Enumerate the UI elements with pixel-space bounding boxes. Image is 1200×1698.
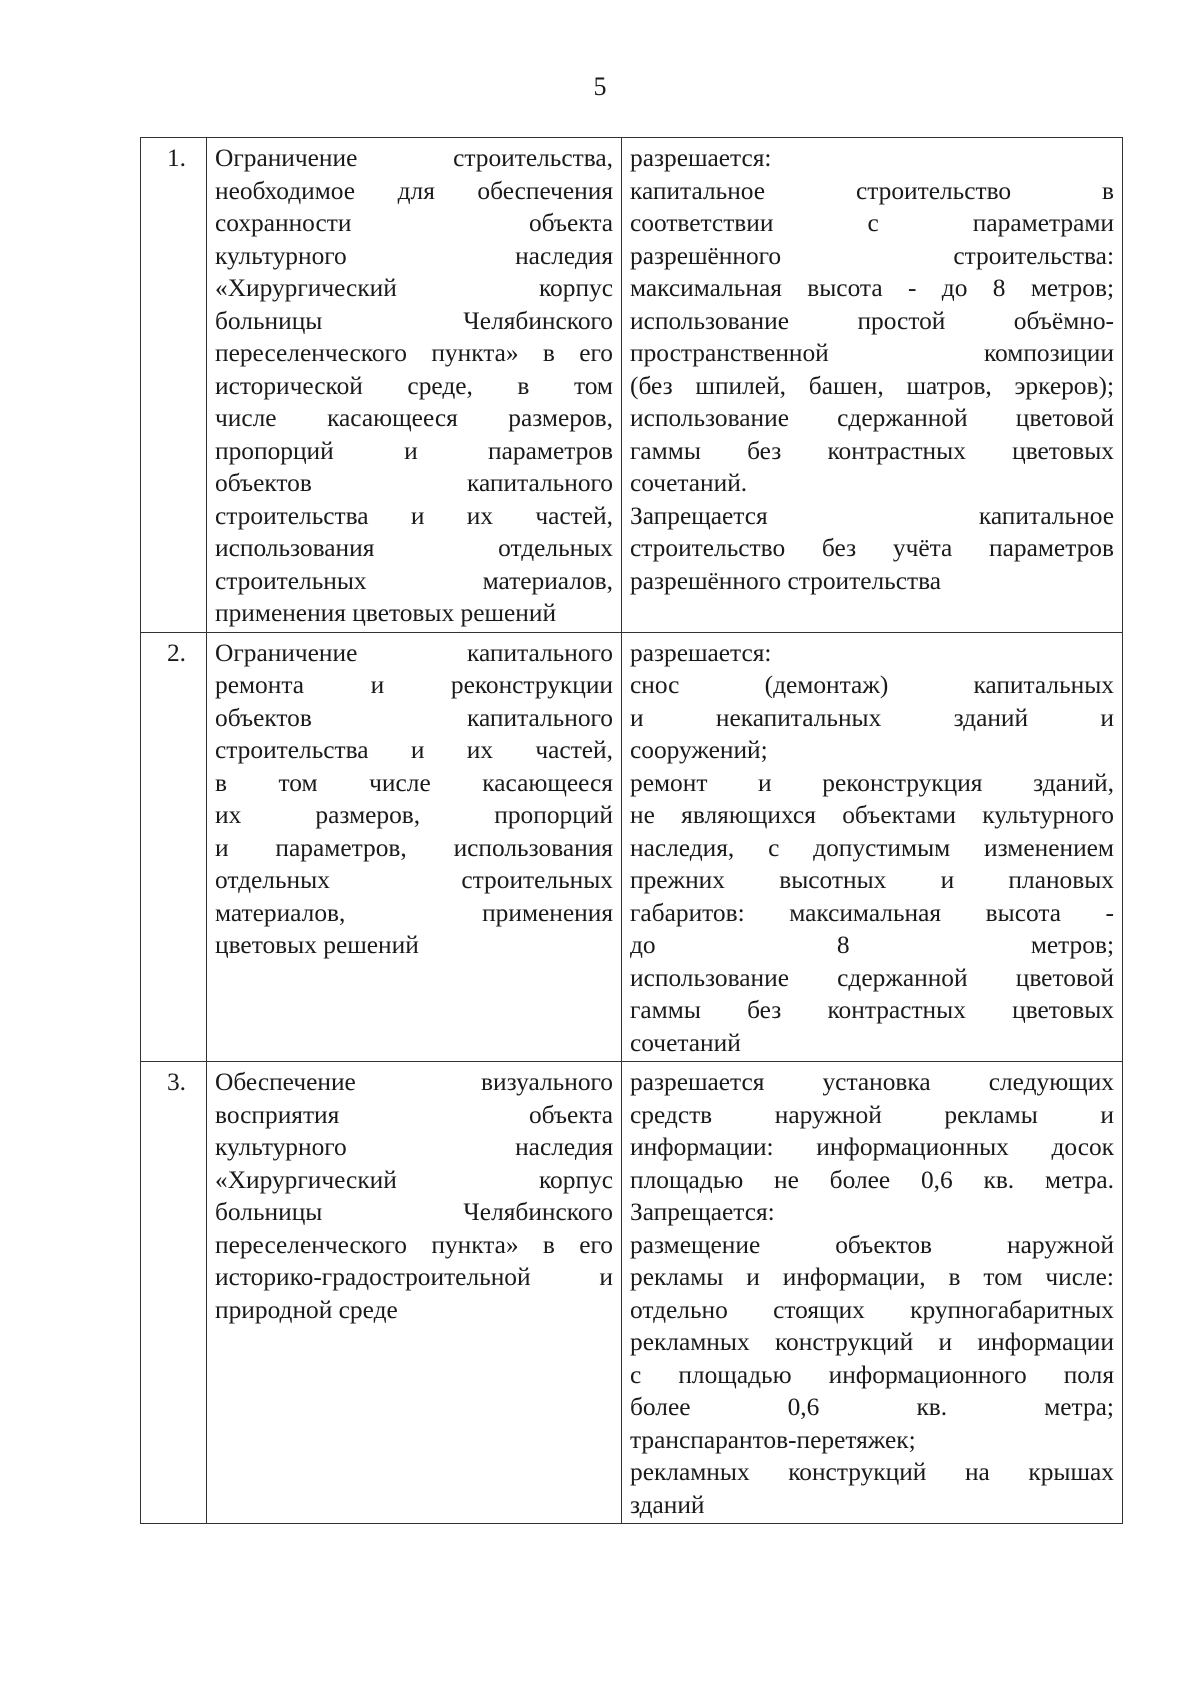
restriction-description: [207, 138, 622, 633]
text-line: необходимое для обеспечения: [215, 176, 613, 205]
text-line: цветовых решений: [215, 931, 419, 959]
text-line: ремонт и реконструкция зданий,: [630, 768, 1114, 797]
text-line: и параметров, использования: [215, 833, 613, 862]
page-number: 5: [593, 72, 607, 101]
text-line: объектов капитального: [215, 469, 613, 497]
restriction-rules: [622, 1062, 1123, 1524]
text-line: не являющихся объектами культурного: [630, 801, 1114, 829]
text-line: прежних высотных и плановых: [630, 866, 1114, 894]
restriction-rules: [622, 632, 1123, 1062]
text-line: капитальное строительство в: [630, 176, 1114, 205]
text-line: применения цветовых решений: [215, 599, 557, 627]
text-line: разрешается:: [630, 638, 772, 667]
table-row: [141, 632, 1123, 1062]
text-line: материалов, применения: [215, 898, 613, 927]
text-line: разрешённого строительства: [630, 566, 942, 595]
restrictions-table: [140, 137, 1123, 1524]
text-line: восприятия объекта: [215, 1100, 613, 1129]
text-line: гаммы без контрастных цветовых: [630, 436, 1114, 465]
text-line: разрешённого строительства:: [630, 241, 1114, 270]
text-line: гаммы без контрастных цветовых: [630, 996, 1114, 1024]
text-line: больницы Челябинского: [215, 306, 613, 335]
text-line: рекламных конструкций на крышах: [630, 1458, 1114, 1486]
text-line: пропорций и параметров: [215, 436, 613, 465]
text-line: Запрещается:: [630, 1198, 775, 1226]
text-line: в том числе касающееся: [215, 768, 613, 797]
text-line: Запрещается капитальное: [630, 501, 1114, 530]
row-number: 3.: [141, 1062, 207, 1524]
text-line: «Хирургический корпус: [215, 1165, 613, 1194]
text-line: ремонта и реконструкции: [215, 671, 613, 699]
text-line: (без шпилей, башен, шатров, эркеров);: [630, 371, 1114, 400]
text-line: отдельных строительных: [215, 866, 613, 894]
text-line: с площадью информационного поля: [630, 1360, 1114, 1389]
text-line: информации: информационных досок: [630, 1133, 1114, 1161]
text-line: сочетаний: [630, 1028, 741, 1057]
text-line: больницы Челябинского: [215, 1198, 613, 1226]
text-line: до 8 метров;: [630, 931, 1114, 959]
text-line: рекламных конструкций и информации: [630, 1328, 1114, 1356]
text-line: рекламы и информации, в том числе:: [630, 1263, 1114, 1291]
text-line: разрешается:: [630, 144, 772, 172]
text-line: переселенческого пункта» в его: [215, 339, 613, 367]
text-line: площадью не более 0,6 кв. метра.: [630, 1165, 1114, 1194]
row-number: 2.: [141, 632, 207, 1062]
text-line: сохранности объекта: [215, 209, 613, 237]
text-line: максимальная высота - до 8 метров;: [630, 274, 1114, 302]
text-line: переселенческого пункта» в его: [215, 1230, 613, 1259]
text-line: строительства и их частей,: [215, 736, 613, 764]
text-line: снос (демонтаж) капитальных: [630, 671, 1114, 699]
text-line: их размеров, пропорций: [215, 801, 613, 829]
text-line: строительство без учёта параметров: [630, 534, 1114, 562]
text-line: культурного наследия: [215, 1133, 613, 1161]
text-line: Ограничение строительства,: [215, 144, 613, 172]
text-line: строительных материалов,: [215, 566, 613, 595]
table-row: [141, 138, 1123, 633]
restriction-description: [207, 632, 622, 1062]
restriction-description: [207, 1062, 622, 1524]
text-line: габаритов: максимальная высота -: [630, 898, 1114, 927]
table-body: [141, 138, 1123, 1524]
text-line: использование сдержанной цветовой: [630, 963, 1114, 992]
text-line: культурного наследия: [215, 241, 613, 270]
text-line: размещение объектов наружной: [630, 1230, 1114, 1259]
text-line: наследия, с допустимым изменением: [630, 833, 1114, 862]
text-line: «Хирургический корпус: [215, 274, 613, 302]
text-line: средств наружной рекламы и: [630, 1100, 1114, 1129]
text-line: исторической среде, в том: [215, 371, 613, 400]
text-line: использования отдельных: [215, 534, 613, 562]
text-line: соответствии с параметрами: [630, 209, 1114, 237]
table-row: [141, 1062, 1123, 1524]
text-line: использование простой объёмно-: [630, 306, 1114, 335]
text-line: сочетаний.: [630, 469, 748, 497]
text-line: Ограничение капитального: [215, 638, 613, 667]
text-line: зданий: [630, 1490, 705, 1519]
text-line: сооружений;: [630, 736, 768, 764]
text-line: числе касающееся размеров,: [215, 404, 613, 432]
text-line: использование сдержанной цветовой: [630, 404, 1114, 432]
text-line: пространственной композиции: [630, 339, 1114, 367]
text-line: строительства и их частей,: [215, 501, 613, 530]
text-line: разрешается установка следующих: [630, 1068, 1114, 1096]
row-number: 1.: [141, 138, 207, 633]
text-line: и некапитальных зданий и: [630, 703, 1114, 732]
restriction-rules: [622, 138, 1123, 633]
text-line: транспарантов-перетяжек;: [630, 1425, 916, 1454]
text-line: историко-градостроительной и: [215, 1263, 613, 1291]
text-line: Обеспечение визуального: [215, 1068, 613, 1096]
text-line: отдельно стоящих крупногабаритных: [630, 1295, 1114, 1324]
text-line: объектов капитального: [215, 703, 613, 732]
text-line: более 0,6 кв. метра;: [630, 1393, 1114, 1421]
text-line: природной среде: [215, 1295, 398, 1324]
